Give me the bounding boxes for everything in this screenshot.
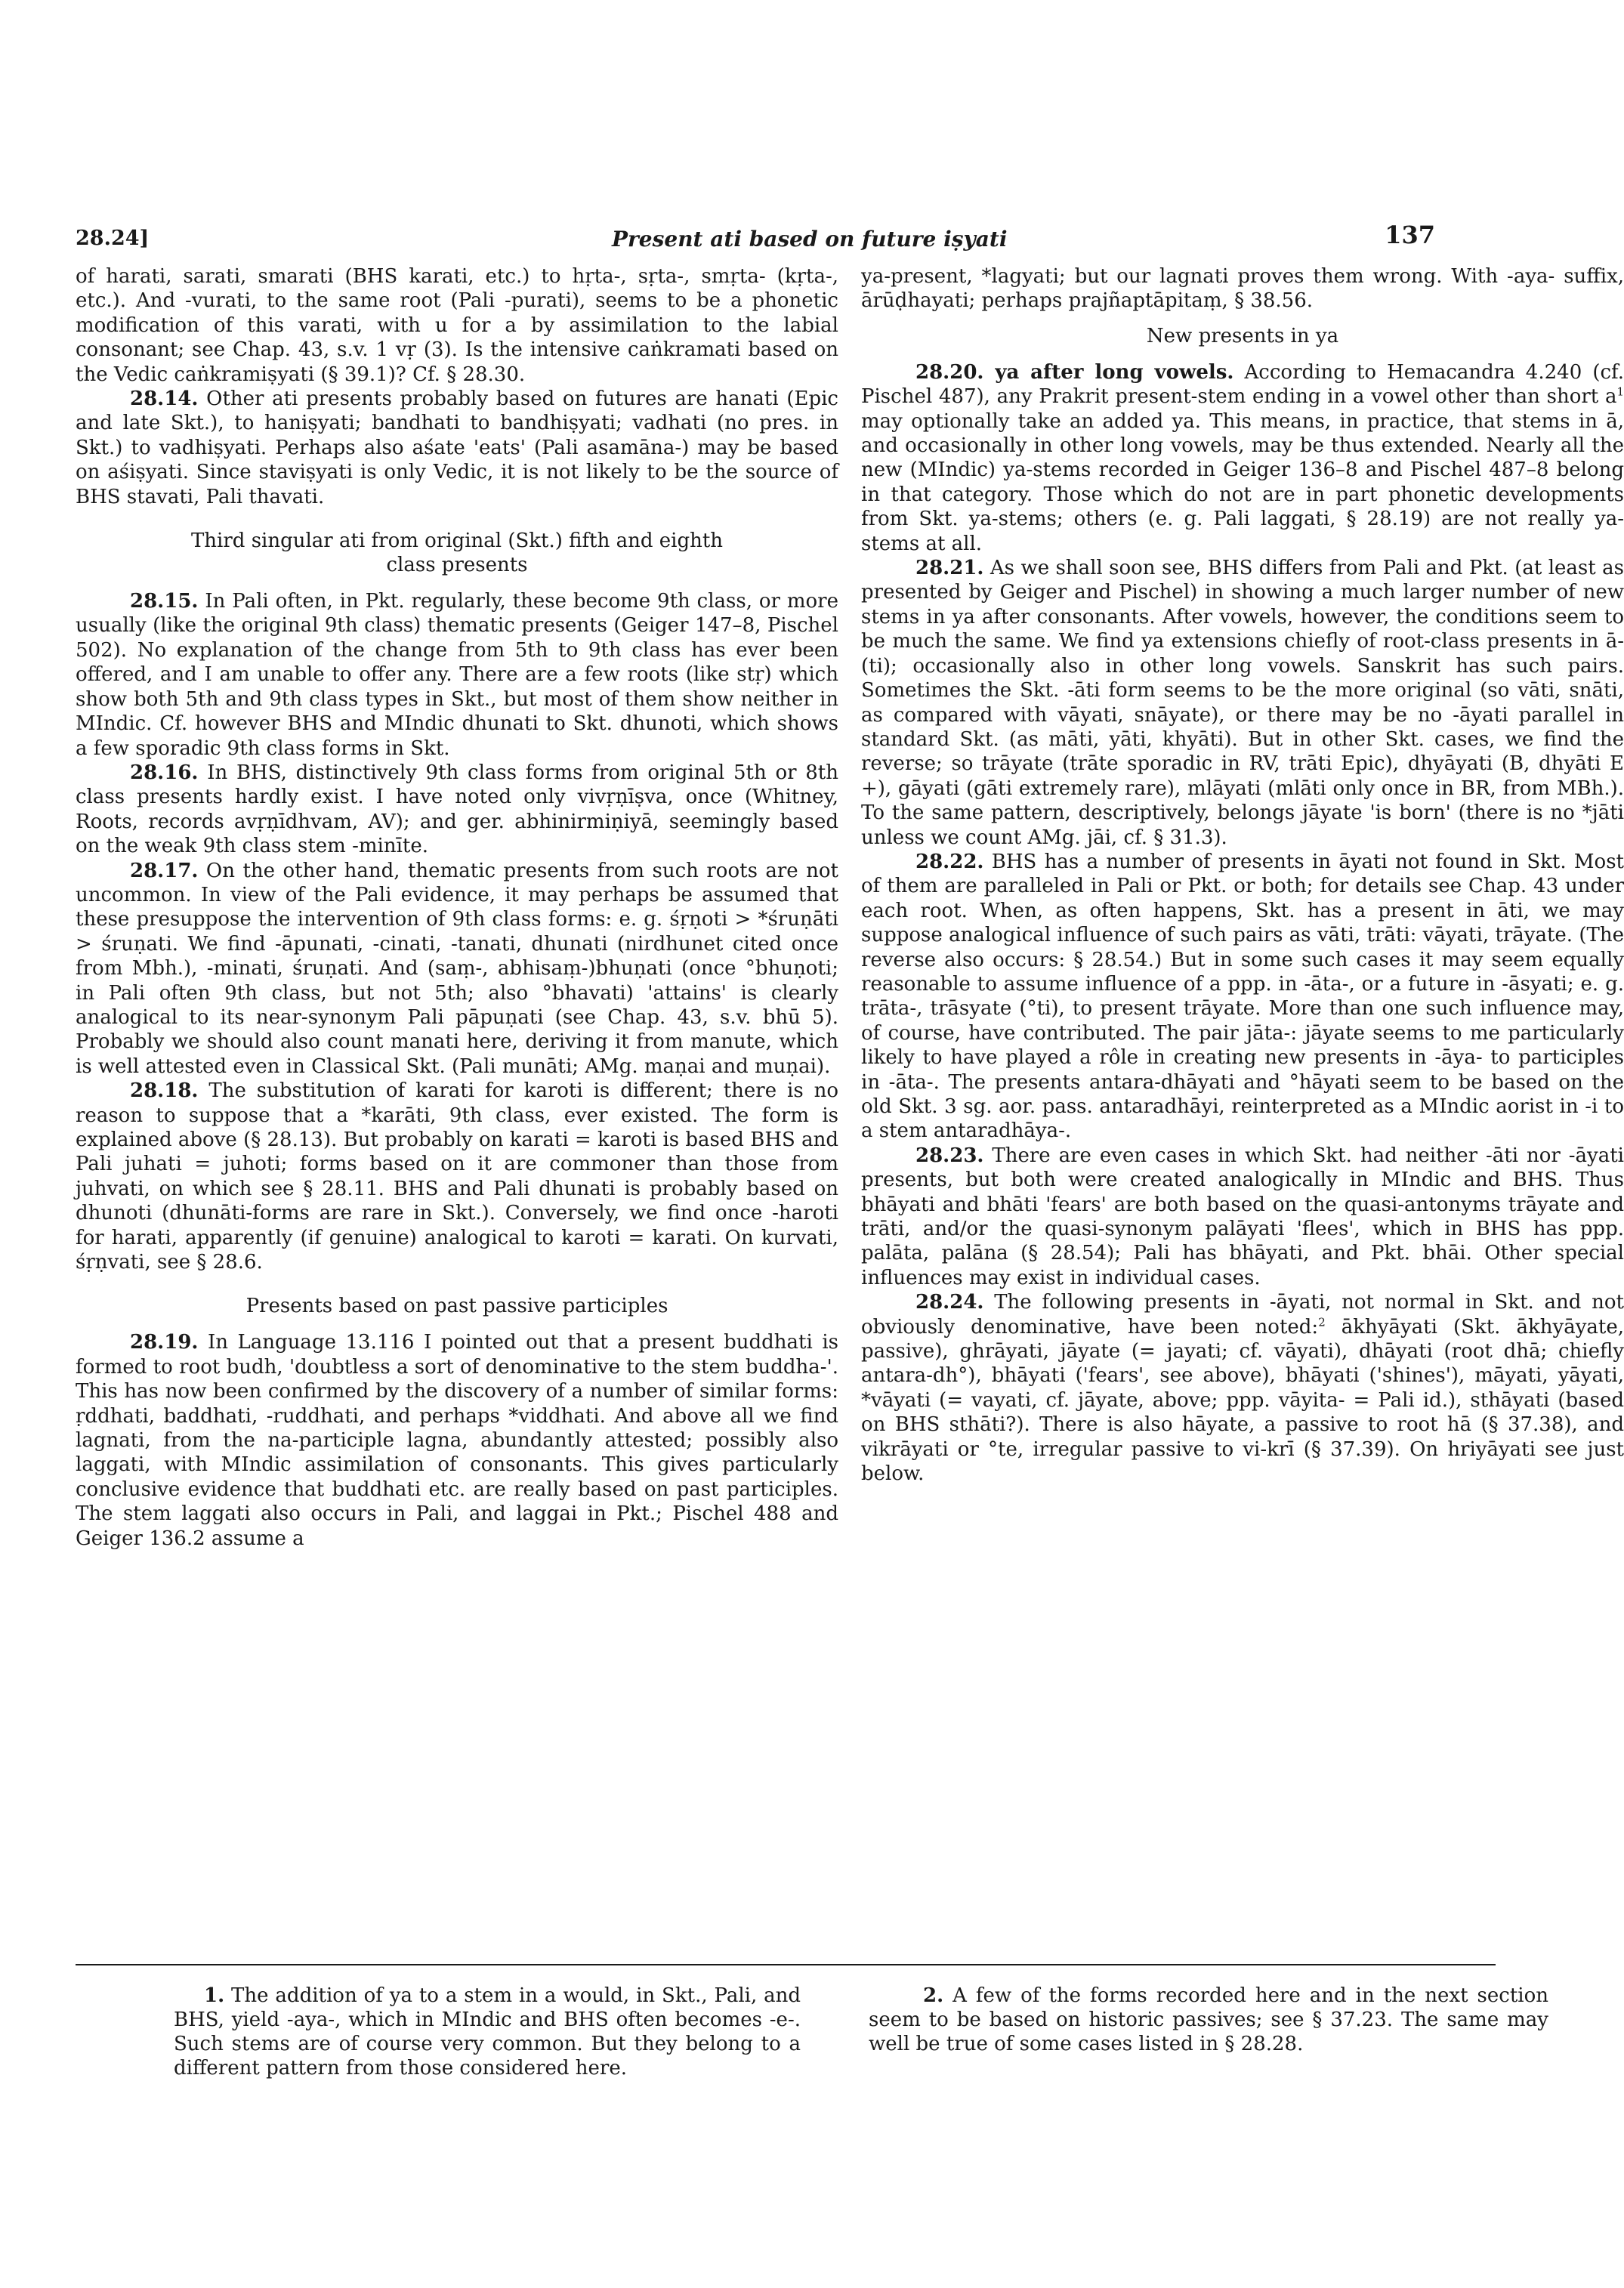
paragraph-28-14 — [76, 387, 838, 509]
paragraph-text: The substitution of karati for karoti is different; there is no reason to suppose that a *karāti, 9th class, ever existed. The form is explained above (§ 28.13). But probably on karati = karoti is based BHS and Pali juhati = juhoti; forms based on it are commoner than those from juhvati, on which see § 28.11. BHS and Pali dhunati is probably based on dhunoti (dhunāti-forms are rare in Skt.). Conversely, we find once -haroti for harati, apparently (if genuine) analogical to karoti = karati. On kurvati, śṛṇvati, see § 28.6. — [76, 1079, 838, 1274]
paragraph-text: Other ati presents probably based on futures are hanati (Epic and late Skt.), to haniṣyati; bandhati to bandhiṣyati; vadhati (no pres. in Skt.) to vadhiṣyati. Perhaps also aśate 'eats' (Pali asamāna-) may be based on aśiṣyati. Since staviṣyati is only Vedic, it is not likely to be the source of BHS stavati, Pali thavati. — [76, 388, 838, 508]
header-running-title: Present ati based on future iṣyati — [612, 227, 1008, 252]
left-column — [76, 264, 838, 1551]
section-heading-fifth-eighth-class — [76, 529, 838, 577]
section-number: 28.17. — [130, 859, 199, 882]
section-number: 28.14. — [130, 388, 199, 411]
paragraph-text: The following presents in -āyati, not normal in Skt. and not obviously denominative, have been noted: — [861, 1291, 1624, 1339]
heading-line: class presents — [386, 554, 528, 577]
paragraph-text: ākhyāyati (Skt. ākhyāyate, passive), ghrāyati, jāyate (= jayati; cf. vāyati), dhāyati (root dhā; chiefly antara-dh°), bhāyati ('fears', see above), bhāyati ('shines'), māyati, yāyati, *vāyati (= vayati, cf. jāyate, above; ppp. vāyita- = Pali id.), sthāyati (based on BHS sthāti?). There is also hāyate, a passive to root hā (§ 37.38), and vikrāyati or °te, irregular passive to vi-krī (§ 37.39). On hriyāyati see just below. — [861, 1315, 1624, 1486]
paragraph-text: There are even cases in which Skt. had neither -āti nor -āyati presents, but both were created analogically in MIndic and BHS. Thus bhāyati and bhāti 'fears' are both based on the quasi-antonyms trāyate and trāti, and/or the quasi-synonym palāyati 'flees', which in BHS has ppp. palāta, palāna (§ 28.54); Pali has bhāyati, and Pkt. bhāi. Other special influences may exist in individual cases. — [861, 1144, 1624, 1289]
paragraph-text: may optionally take an added ya. This means, in practice, that stems in ā, and occasionally in other long vowels, may be thus extended. Nearly all the new (MIndic) ya-stems recorded in Geiger 136–8 and Pischel 487–8 belong in that category. Those which do not are in part phonetic developments from Skt. ya-stems; others (e. g. Pali laggati, § 28.19) are not really ya-stems at all. — [861, 409, 1624, 555]
page-number: 137 — [1385, 221, 1435, 249]
section-number: 28.23. — [915, 1144, 984, 1167]
footnote-number: 1. — [204, 1984, 225, 2007]
paragraph-text: On the other hand, thematic presents from such roots are not uncommon. In view of the Pali evidence, it may perhaps be assumed that these presuppose the intervention of 9th class forms: e. g. śṛṇoti > *śruṇāti > śruṇati. We find -āpunati, -cinati, -tanati, dhunati (nirdhunet cited once from Mbh.), -minati, śruṇati. And (saṃ-, abhisaṃ-)bhuṇati (once °bhuṇoti; in Pali often 9th class, but not 5th; also °bhavati) 'attains' is clearly analogical to its near-synonym Pali pāpuṇati (see Chap. 43, s.v. bhū 5). Probably we should also count manati here, deriving it from manute, which is well attested even in Classical Skt. (Pali munāti; AMg. maṇai and muṇai). — [76, 859, 838, 1078]
section-heading-new-presents-ya — [861, 324, 1624, 348]
section-number: 28.21. — [915, 557, 984, 580]
section-number: 28.24. — [915, 1291, 984, 1314]
section-number: 28.16. — [130, 761, 199, 784]
paragraph-28-16 — [76, 761, 838, 859]
footnote-2 — [869, 1984, 1548, 2056]
paragraph-28-18 — [76, 1079, 838, 1274]
section-number: 28.19. — [130, 1331, 199, 1354]
section-number: 28.15. — [130, 590, 199, 613]
paragraph-28-17 — [76, 859, 838, 1079]
paragraph-28-22 — [861, 850, 1624, 1144]
paragraph-text: BHS has a number of presents in āyati not found in Skt. Most of them are paralleled in Pali or Pkt. or both; for details see Chap. 43 under each root. When, as often happens, Skt. has a present in āti, we may suppose analogical influence of such pairs as vāti, trāti: vāyati, trāyate. (The reverse also occurs: § 28.54.) But in some such cases it may seem equally reasonable to assume influence of a ppp. in -āta-, or a future in -āsyati; e. g. trāta-, trāsyate (°ti), to present trāyate. More than one such influence may, of course, have contributed. The pair jāta-: jāyate seems to me particularly likely to have played a rôle in creating new presents in -āya- to participles in -āta-. The presents antara-dhāyati and °hāyati seem to be based on the old Skt. 3 sg. aor. pass. antaradhāyi, reinterpreted as a MIndic aorist in -i to a stem antaradhāya-. — [861, 850, 1624, 1143]
section-heading-past-passive — [76, 1294, 838, 1318]
paragraph-28-15 — [76, 589, 838, 761]
section-number: 28.22. — [915, 850, 984, 873]
heading-line: Presents based on past passive participles — [245, 1295, 668, 1318]
footnote-text: The addition of ya to a stem in a would, in Skt., Pali, and BHS, yield -aya-, which in MIndic and BHS often becomes -e-. Such stems are of course very common. But they belong to a different pattern from those considered here. — [174, 1984, 801, 2080]
paragraph-28-19 — [76, 1330, 838, 1551]
paragraph-text: As we shall soon see, BHS differs from Pali and Pkt. (at least as presented by Geiger and Pischel) in showing a much larger number of new stems in ya after consonants. After vowels, however, the conditions seem to be much the same. We find ya extensions chiefly of root-class presents in ā-(ti); occasionally also in other long vowels. Sanskrit has such pairs. Sometimes the Skt. -āti form seems to be the more original (so vāti, snāti, as compared with vāyati, snāyate), or there may be no -āyati parallel in standard Skt. (as māti, yāti, khyāti). But in other Skt. cases, we find the reverse; so trāyate (trāte sporadic in RV, trāti Epic), dhyāyati (B, dhyāti E +), gāyati (gāti extremely rare), mlāyati (mlāti only once in BR, from MBh.). To the same pattern, descriptively, belongs jāyate 'is born' (there is no *jāti unless we count AMg. jāi, cf. § 31.3). — [861, 557, 1624, 849]
footnote-text: A few of the forms recorded here and in the next section seem to be based on historic passives; see § 37.23. The same may well be true of some cases listed in § 28.28. — [869, 1984, 1548, 2055]
footnote-divider — [76, 1964, 1496, 1965]
paragraph-28-20 — [861, 360, 1624, 556]
footnote-ref[interactable]: 2 — [1318, 1315, 1326, 1329]
footnote-ref[interactable]: 1 — [1616, 384, 1624, 399]
paragraph-28-21 — [861, 556, 1624, 850]
paragraph-continuation: ya-present, *lagyati; but our lagnati proves them wrong. With -aya- suffix, ārūḍhayati; perhaps prajñaptāpitaṃ, § 38.56. — [861, 265, 1624, 313]
header-section-ref: 28.24] — [76, 227, 150, 250]
footnote-1 — [174, 1984, 801, 2080]
heading-line: New presents in ya — [1146, 324, 1339, 347]
paragraph-text: In BHS, distinctively 9th class forms from original 5th or 8th class presents hardly exist. I have noted only vivṛṇīṣva, once (Whitney, Roots, records avṛṇīdhvam, AV); and ger. abhinirmiṇiyā, seemingly based on the weak 9th class stem -minīte. — [76, 761, 838, 858]
right-column — [861, 264, 1624, 1487]
paragraph-text: In Pali often, in Pkt. regularly, these become 9th class, or more usually (like the original 9th class) thematic presents (Geiger 147–8, Pischel 502). No explanation of the change from 5th to 9th class has ever been offered, and I am unable to offer any. There are a few roots (like stṛ) which show both 5th and 9th class types in Skt., but most of them show neither in MIndic. Cf. however BHS and MIndic dhunati to Skt. dhunoti, which shows a few sporadic 9th class forms in Skt. — [76, 590, 838, 760]
paragraph-text: According to Hemacandra 4.240 (cf. Pischel 487), any Prakrit present-stem ending in a vowel other than short a — [861, 360, 1624, 409]
footnote-number: 2. — [923, 1984, 944, 2007]
paragraph-text: In Language 13.116 I pointed out that a present buddhati is formed to root budh, 'doubtless a sort of denominative to the stem buddha-'. This has now been confirmed by the discovery of a number of similar forms: ṛddhati, baddhati, -ruddhati, and perhaps *viddhati. And above all we find lagnati, from the na-participle lagna, abundantly attested; possibly also laggati, with MIndic assimilation of consonants. This gives particularly conclusive evidence that buddhati etc. are really based on past participles. The stem laggati also occurs in Pali, and laggai in Pkt.; Pischel 488 and Geiger 136.2 assume a — [76, 1331, 838, 1550]
running-header — [76, 221, 1435, 257]
paragraph-28-23 — [861, 1144, 1624, 1290]
section-number: 28.20. ya after long vowels. — [915, 360, 1234, 384]
paragraph-28-24 — [861, 1290, 1624, 1486]
paragraph-continuation: of harati, sarati, smarati (BHS karati, etc.) to hṛta-, sṛta-, smṛta- (kṛta-, etc.). And -vurati, to the same root (Pali -purati), seems to be a phonetic modification of this varati, with u for a by assimilation to the labial consonant; see Chap. 43, s.v. 1 vṛ (3). Is the intensive caṅkramati based on the Vedic caṅkramiṣyati (§ 39.1)? Cf. § 28.30. — [76, 265, 838, 386]
heading-line: Third singular ati from original (Skt.) fifth and eighth — [190, 530, 724, 553]
section-number: 28.18. — [130, 1079, 199, 1103]
